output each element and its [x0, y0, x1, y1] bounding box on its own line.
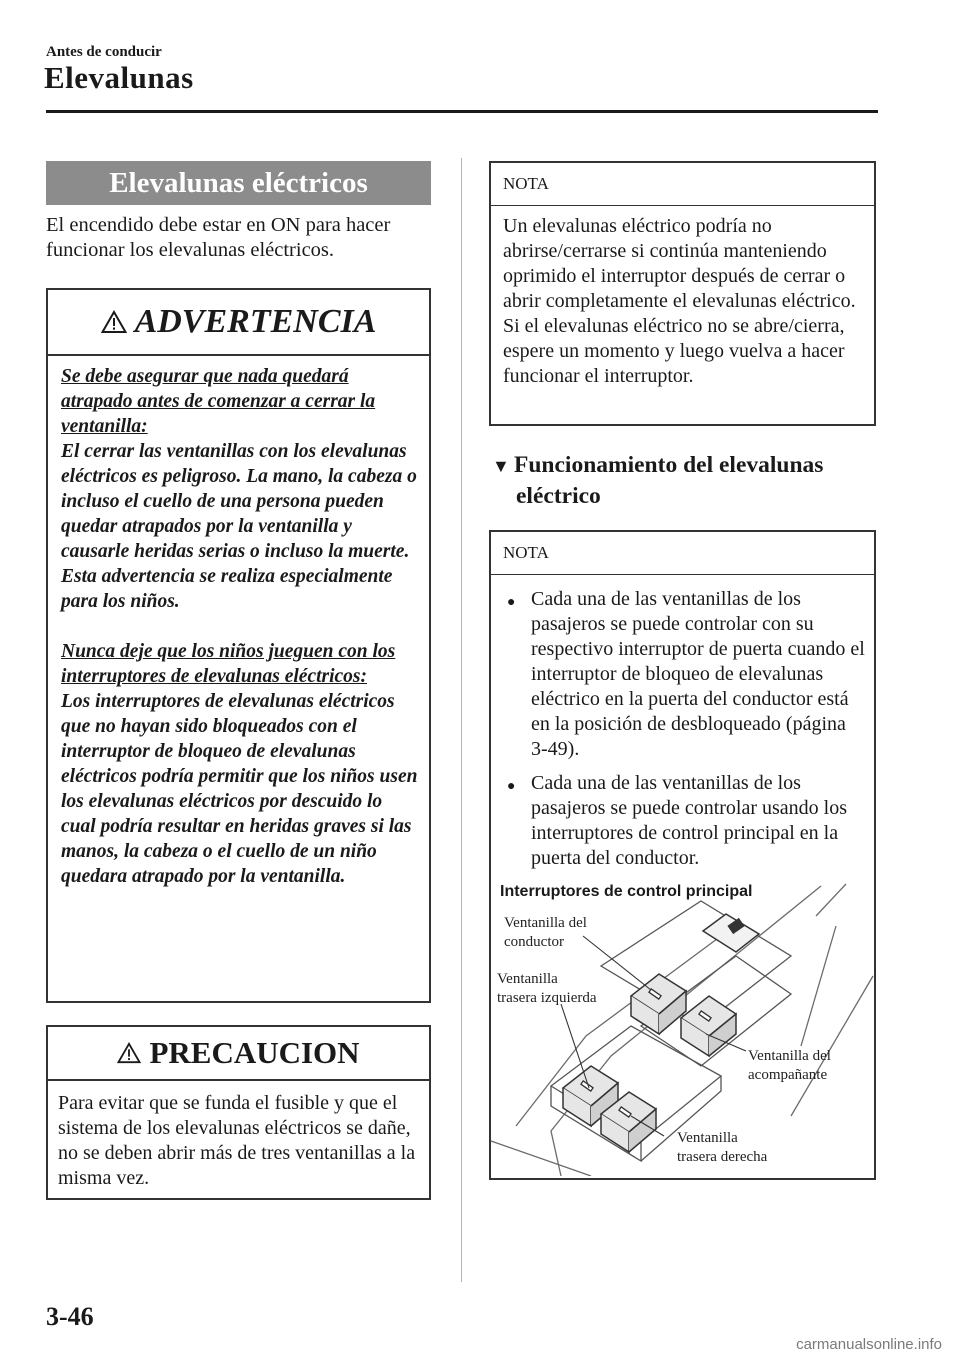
label-passenger-window: Ventanilla del acompañante [748, 1048, 831, 1083]
note-1-text: Un elevalunas eléctrico podría no abrirse/cerrarse si continúa manteniendo oprimido el interruptor después de cerrar o abrir completamente el elevalunas eléctrico. Si el elevalunas eléctrico no se abre/cierra, espere un momento y luego vuelva a hacer funcionar el interruptor. [503, 215, 856, 387]
warning-triangle-icon [101, 310, 127, 334]
warning-p2-heading: Nunca deje que los niños jueguen con los interruptores de elevalunas eléctricos: [61, 641, 396, 687]
subsection-heading [492, 450, 882, 511]
watermark: carmanualsonline.info [796, 1336, 942, 1353]
warning-p1-heading: Se debe asegurar que nada quedará atrapado antes de comenzar a cerrar la ventanilla: [61, 366, 376, 437]
subheading-line1: Funcionamiento del elevalunas [514, 452, 824, 478]
warning-p2-text: Los interruptores de elevalunas eléctricos que no hayan sido bloqueados con el interruptor de bloqueo de elevalunas eléctricos podría permitir que los niños usen los elevalunas eléctricos por descuido lo cual podría resultar en heridas graves si las manos, la cabeza o el cuello de un niño quedara atrapado por la ventanilla. [61, 691, 418, 887]
note-2-body [491, 575, 874, 871]
warning-box [46, 288, 431, 1003]
section-banner: Elevalunas eléctricos [46, 161, 431, 205]
note-2-title: NOTA [491, 532, 874, 575]
caution-text: Para evitar que se funda el fusible y que el sistema de los elevalunas eléctricos se dañe, no se deben abrir más de tres ventanillas a la misma vez. [58, 1092, 416, 1189]
caution-header [48, 1027, 429, 1081]
intro-paragraph: El encendido debe estar en ON para hacer funcionar los elevalunas eléctricos. [46, 214, 391, 261]
warning-title: ADVERTENCIA [134, 303, 377, 340]
list-item: ● Cada una de las ventanillas de los pasajeros se puede controlar con su respectivo interruptor de puerta cuando el interruptor de bloqueo de elevalunas eléctrico en la puerta del conductor está en la posición de desbloqueado (página 3-49). [503, 587, 866, 762]
label-driver-window: Ventanilla del conductor [504, 915, 587, 950]
note-1-title: NOTA [491, 163, 874, 206]
warning-p1-text: El cerrar las ventanillas con los elevalunas eléctricos es peligroso. La mano, la cabeza o incluso el cuello de una persona pueden quedar atrapados por la ventanilla y causarle heridas serias o incluso la muerte. Esta advertencia se realiza especialmente para los niños. [61, 441, 417, 612]
diagram-title: Interruptores de control principal [500, 883, 753, 900]
chapter-title: Elevalunas [44, 60, 194, 95]
subheading-line2: eléctrico [516, 483, 601, 509]
bullet-icon: ● [507, 595, 516, 610]
page-number: 3-46 [46, 1302, 94, 1331]
warning-triangle-icon [117, 1042, 141, 1064]
caution-box [46, 1025, 431, 1200]
column-divider [461, 158, 462, 1282]
warning-header [48, 290, 429, 356]
triangle-marker-icon: ▼ [492, 456, 510, 476]
list-item: ● Cada una de las ventanillas de los pasajeros se puede controlar usando los interruptores de control principal en la puerta del conductor. [503, 771, 866, 871]
label-rear-right-window: Ventanilla trasera derecha [677, 1130, 768, 1165]
caution-title: PRECAUCION [149, 1035, 360, 1070]
bullet-icon: ● [507, 779, 516, 794]
warning-body [48, 356, 429, 889]
note-box-1 [489, 161, 876, 426]
section-label: Antes de conducir [46, 44, 162, 60]
window-lock-icon [703, 914, 759, 952]
label-rear-left-window: Ventanilla trasera izquierda [497, 971, 597, 1006]
header-rule [46, 110, 878, 113]
